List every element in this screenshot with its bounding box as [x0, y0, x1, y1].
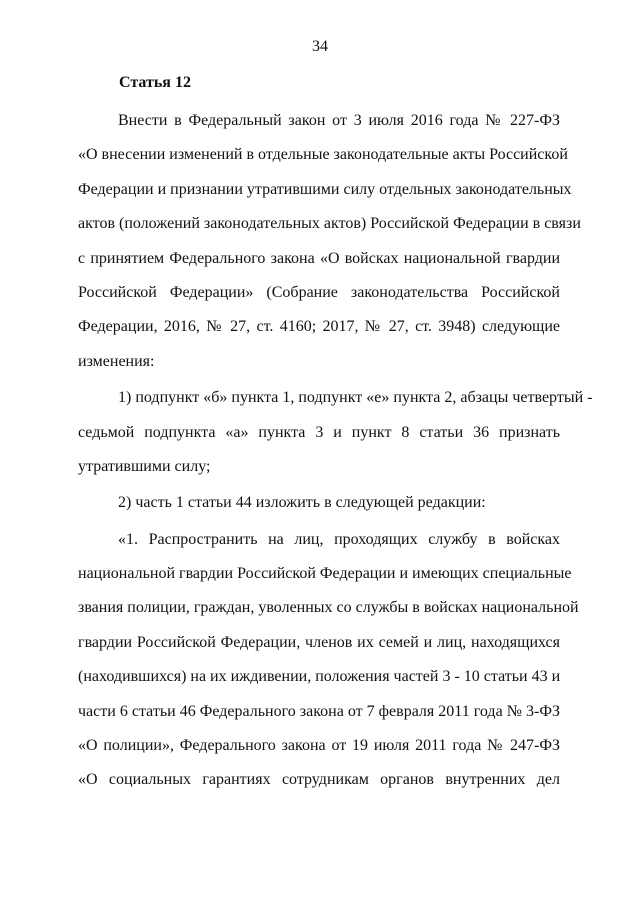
- text-line: с принятием Федерального закона «О войсках национальной гвардии: [78, 249, 560, 267]
- text-line: «О социальных гарантиях сотрудникам органов внутренних дел: [78, 771, 560, 789]
- text-line: гвардии Российской Федерации, членов их семей и лиц, находящихся: [78, 633, 560, 651]
- text-line: 1) подпункт «б» пункта 1, подпункт «е» пункта 2, абзацы четвертый -: [118, 389, 593, 407]
- text-line: «О полиции», Федерального закона от 19 июля 2011 года № 247-ФЗ: [78, 737, 560, 755]
- paragraph-intro: [78, 104, 581, 379]
- text-line: Российской Федерации» (Собрание законодательства Российской: [78, 283, 560, 301]
- text-line: (находившихся) на их иждивении, положения частей 3 - 10 статьи 43 и: [78, 668, 561, 686]
- paragraph-item-1: [78, 381, 593, 484]
- text-line: Внести в Федеральный закон от 3 июля 2016 года № 227-ФЗ: [118, 112, 560, 129]
- text-line: актов (положений законодательных актов) Российской Федерации в связи: [78, 215, 581, 233]
- text-line: «1. Распространить на лиц, проходящих службу в войсках: [118, 530, 560, 548]
- text-line: «О внесении изменений в отдельные законодательные акты Российской: [78, 146, 568, 164]
- paragraph-item-2: [78, 486, 560, 520]
- paragraph-quote: [78, 523, 579, 798]
- text-line: части 6 статьи 46 Федерального закона от 7 февраля 2011 года № 3-ФЗ: [78, 702, 560, 720]
- text-line: утратившими силу;: [78, 457, 211, 475]
- text-line: национальной гвардии Российской Федерации и имеющих специальные: [78, 565, 572, 583]
- text-line: 2) часть 1 статьи 44 изложить в следующей редакции:: [118, 494, 486, 512]
- document-body: [78, 104, 593, 800]
- text-line: Федерации и признании утратившими силу отдельных законодательных: [78, 180, 572, 198]
- text-line: изменения:: [78, 352, 155, 370]
- text-line: звания полиции, граждан, уволенных со службы в войсках национальной: [78, 599, 579, 617]
- text-line: седьмой подпункта «а» пункта 3 и пункт 8 статьи 36 признать: [78, 423, 560, 441]
- page-number: 34: [312, 38, 328, 55]
- article-title: Статья 12: [119, 74, 191, 91]
- text-line: Федерации, 2016, № 27, ст. 4160; 2017, № 27, ст. 3948) следующие: [78, 318, 560, 336]
